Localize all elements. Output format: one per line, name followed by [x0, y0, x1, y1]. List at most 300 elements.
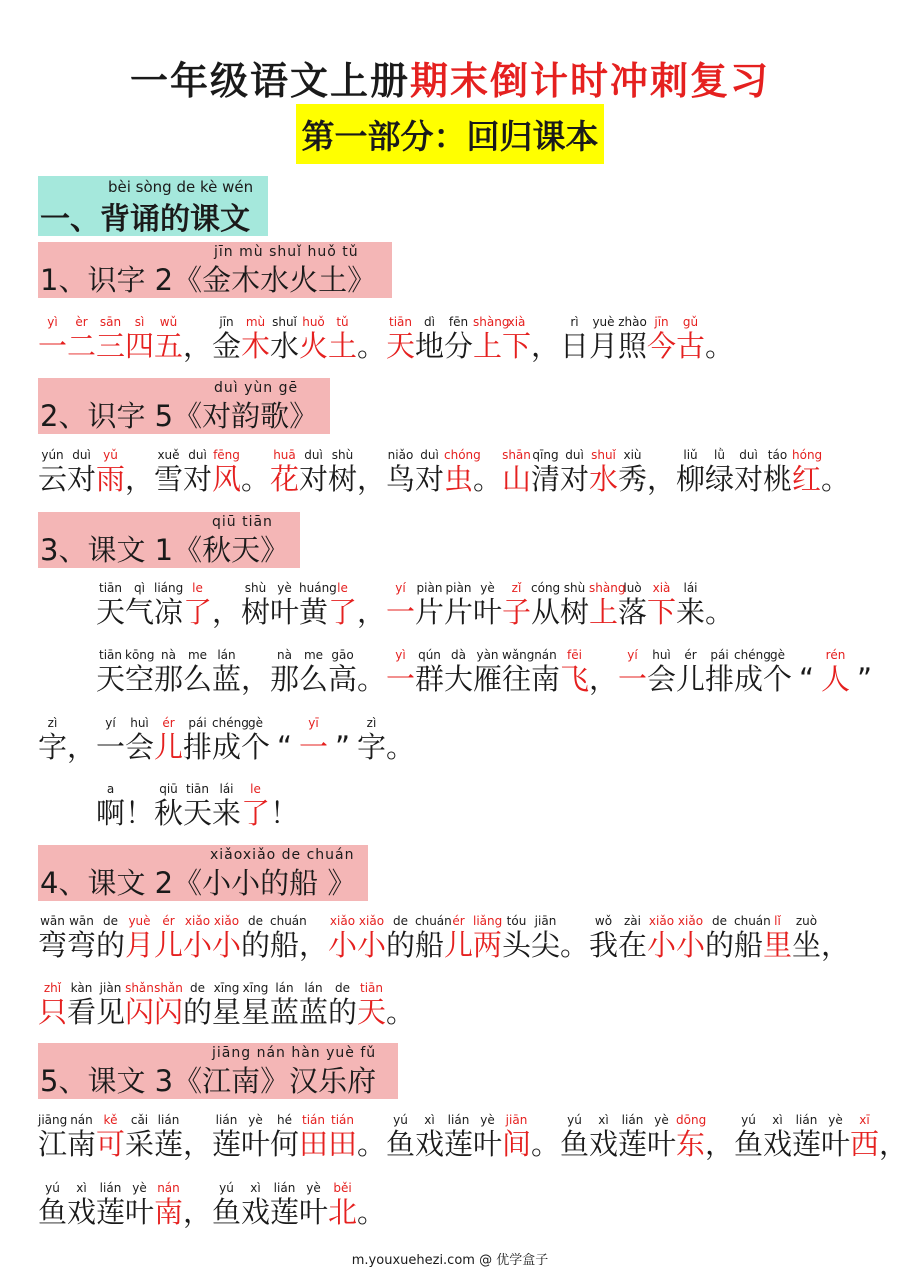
pinyin: huì [652, 648, 671, 662]
pinyin [647, 447, 676, 463]
hanzi-with-pinyin [299, 715, 328, 763]
pinyin: duì [420, 448, 439, 462]
hanzi-with-pinyin [473, 913, 502, 961]
hanzi: 坐 [792, 928, 822, 962]
hanzi: 的 [96, 928, 126, 962]
hanzi-with-pinyin [212, 447, 241, 495]
pinyin: jiāng [38, 1113, 68, 1127]
hanzi-with-pinyin [328, 1112, 357, 1160]
hanzi-with-pinyin [212, 314, 241, 362]
pinyin: tiān [186, 782, 209, 796]
hanzi-with-pinyin [299, 647, 328, 695]
punctuation [821, 913, 850, 961]
pinyin: le [337, 581, 348, 595]
hanzi: 个 [241, 730, 271, 764]
pinyin: wān [40, 914, 65, 928]
hanzi: 风 [212, 462, 242, 496]
pinyin: yún [41, 448, 64, 462]
pinyin: pái [710, 648, 729, 662]
hanzi: 尖 [531, 928, 561, 962]
hanzi: 船 [415, 928, 445, 962]
pinyin: nà [161, 648, 176, 662]
pinyin [241, 447, 270, 463]
pinyin: yí [105, 716, 116, 730]
text-line [38, 980, 415, 1028]
pinyin: lán [217, 648, 236, 662]
pinyin: xì [76, 1181, 87, 1195]
hanzi-with-pinyin [676, 1112, 705, 1160]
hanzi: 叶 [241, 1127, 271, 1161]
pinyin: lián [273, 1181, 296, 1195]
pinyin: yú [45, 1181, 60, 1195]
section-heading [38, 176, 268, 236]
hanzi: 戏 [763, 1127, 793, 1161]
hanzi-with-pinyin [821, 647, 850, 695]
hanzi-with-pinyin [328, 913, 357, 961]
pinyin: zhào [618, 315, 647, 329]
hanzi-with-pinyin [125, 715, 154, 763]
pinyin: shǎn [125, 981, 154, 995]
hanzi-with-pinyin [676, 314, 705, 362]
hanzi-with-pinyin [618, 647, 647, 695]
hanzi-with-pinyin [125, 1112, 154, 1160]
pinyin [125, 447, 154, 463]
hanzi: 小 [676, 928, 706, 962]
pinyin: zǐ [511, 581, 522, 595]
hanzi: ， [705, 1127, 735, 1161]
hanzi: ” [856, 662, 873, 696]
hanzi: 一 [299, 730, 329, 764]
hanzi-with-pinyin [241, 781, 270, 829]
pinyin: kàn [70, 981, 93, 995]
hanzi: ， [357, 462, 387, 496]
pinyin: rì [570, 315, 579, 329]
pinyin: duì [188, 448, 207, 462]
hanzi: 往 [502, 662, 532, 696]
hanzi: ， [531, 329, 561, 363]
hanzi-with-pinyin [96, 913, 125, 961]
hanzi-with-pinyin [241, 715, 270, 763]
hanzi-with-pinyin [38, 1180, 67, 1228]
hanzi-with-pinyin [763, 1112, 792, 1160]
hanzi: 鱼 [560, 1127, 590, 1161]
hanzi-with-pinyin [386, 913, 415, 961]
pinyin: duì [72, 448, 91, 462]
hanzi-with-pinyin [444, 314, 473, 362]
hanzi: ！ [125, 796, 155, 830]
hanzi: 黄 [299, 595, 329, 629]
hanzi-with-pinyin [502, 647, 535, 696]
hanzi: 下 [502, 329, 532, 363]
hanzi: 弯 [38, 928, 68, 962]
hanzi-with-pinyin [502, 447, 531, 495]
pinyin: nán [70, 1113, 93, 1127]
hanzi-with-pinyin [96, 647, 125, 695]
hanzi: 。 [241, 462, 271, 496]
hanzi: 高 [328, 662, 358, 696]
hanzi-with-pinyin [734, 913, 771, 962]
hanzi-with-pinyin [299, 580, 337, 629]
hanzi: 会 [647, 662, 677, 696]
hanzi-with-pinyin [850, 1112, 879, 1160]
pinyin [705, 580, 734, 596]
pinyin: yàn [476, 648, 499, 662]
pinyin: lián [447, 1113, 470, 1127]
lesson-heading-1 [38, 242, 392, 298]
lesson-heading-title: 2、识字 5《对韵歌》 [40, 399, 319, 433]
lesson-heading-pinyin: duì yùn gē [214, 380, 299, 396]
hanzi: 鱼 [212, 1195, 242, 1229]
punctuation [821, 447, 850, 495]
pinyin: ér [162, 914, 175, 928]
hanzi: 叶 [299, 1195, 329, 1229]
pinyin: lán [275, 981, 294, 995]
pinyin: piàn [416, 581, 443, 595]
pinyin: duì [565, 448, 584, 462]
hanzi-with-pinyin [328, 314, 357, 362]
punctuation [850, 647, 879, 695]
pinyin: gè [770, 648, 785, 662]
pinyin: xiǎo [184, 914, 211, 928]
hanzi: 红 [792, 462, 822, 496]
pinyin: yè [480, 581, 495, 595]
punctuation [473, 447, 502, 495]
hanzi-with-pinyin [270, 447, 299, 495]
hanzi: 月 [125, 928, 155, 962]
hanzi-with-pinyin [96, 314, 125, 362]
hanzi-with-pinyin [386, 580, 415, 628]
pinyin [183, 1180, 212, 1196]
pinyin: de [335, 981, 350, 995]
pinyin: shān [502, 448, 531, 462]
hanzi-with-pinyin [212, 1112, 241, 1160]
pinyin: nà [277, 648, 292, 662]
hanzi: ， [212, 595, 242, 629]
hanzi: 的 [328, 995, 358, 1029]
hanzi: 小 [647, 928, 677, 962]
hanzi-with-pinyin [705, 647, 734, 695]
hanzi: 蓝 [212, 662, 242, 696]
hanzi: 落 [618, 595, 648, 629]
pinyin: xuě [157, 448, 180, 462]
hanzi-with-pinyin [560, 314, 589, 362]
pinyin: qì [134, 581, 145, 595]
hanzi: 对 [415, 462, 445, 496]
pinyin: de [103, 914, 118, 928]
punctuation [357, 580, 386, 628]
pinyin [821, 447, 850, 463]
hanzi: 南 [154, 1195, 184, 1229]
pinyin [560, 913, 589, 929]
punctuation [357, 447, 386, 495]
hanzi: 树 [560, 595, 590, 629]
punctuation [531, 1112, 560, 1160]
hanzi: 成 [734, 662, 764, 696]
hanzi: 一 [96, 730, 126, 764]
pinyin [357, 314, 386, 330]
hanzi: 凉 [154, 595, 184, 629]
pinyin: piàn [445, 581, 472, 595]
hanzi-with-pinyin [38, 1112, 67, 1160]
hanzi: 那 [154, 662, 184, 696]
pinyin: jīn [219, 315, 234, 329]
pinyin: huā [273, 448, 296, 462]
hanzi: 月 [589, 329, 619, 363]
hanzi-with-pinyin [415, 314, 444, 362]
hanzi-with-pinyin [444, 913, 473, 961]
pinyin: pái [188, 716, 207, 730]
hanzi: 会 [125, 730, 155, 764]
hanzi: ！ [270, 796, 300, 830]
hanzi: 采 [125, 1127, 155, 1161]
pinyin: xiǎo [213, 914, 240, 928]
pinyin: shù [244, 581, 267, 595]
hanzi: 闪 [154, 995, 184, 1029]
hanzi: 。 [705, 595, 735, 629]
hanzi: 上 [589, 595, 619, 629]
hanzi-with-pinyin [328, 980, 357, 1028]
pinyin [328, 715, 357, 731]
hanzi-with-pinyin [473, 314, 510, 363]
footer-watermark: m.youxuehezi.com @ 优学盒子 [351, 1253, 549, 1268]
punctuation [705, 580, 734, 628]
hanzi-with-pinyin [125, 580, 154, 628]
punctuation [647, 447, 676, 495]
hanzi: 雪 [154, 462, 184, 496]
section-pinyin: bèi sòng de kè wén [108, 178, 254, 196]
hanzi-with-pinyin [444, 447, 481, 496]
hanzi: 小 [183, 928, 213, 962]
pinyin: yú [219, 1181, 234, 1195]
pinyin: yè [306, 1181, 321, 1195]
hanzi: 戏 [67, 1195, 97, 1229]
pinyin: sān [99, 315, 122, 329]
hanzi: 莲 [444, 1127, 474, 1161]
pinyin: jiān [505, 1113, 528, 1127]
hanzi: 片 [415, 595, 445, 629]
hanzi: 小 [212, 928, 242, 962]
hanzi: 莲 [212, 1127, 242, 1161]
pinyin [879, 1112, 908, 1128]
hanzi: 古 [676, 329, 706, 363]
hanzi: 花 [270, 462, 300, 496]
pinyin: zuò [795, 914, 818, 928]
pinyin: chuán [415, 914, 452, 928]
hanzi: 天 [386, 329, 416, 363]
hanzi-with-pinyin [183, 913, 212, 961]
pinyin: lián [621, 1113, 644, 1127]
hanzi: 叶 [125, 1195, 155, 1229]
hanzi: 戏 [241, 1195, 271, 1229]
hanzi: 柳 [676, 462, 706, 496]
hanzi-with-pinyin [705, 913, 734, 961]
hanzi-with-pinyin [183, 647, 212, 695]
pinyin: xiǎo [329, 914, 356, 928]
hanzi-with-pinyin [67, 447, 96, 495]
pinyin [357, 1112, 386, 1128]
hanzi: 东 [676, 1127, 706, 1161]
pinyin [386, 715, 415, 731]
hanzi: 对 [299, 462, 329, 496]
hanzi-with-pinyin [67, 1180, 96, 1228]
pinyin [705, 314, 734, 330]
lesson-heading-pinyin: jīn mù shuǐ huǒ tǔ [214, 244, 359, 260]
pinyin: lián [99, 1181, 122, 1195]
pinyin: rén [825, 648, 846, 662]
hanzi: 木 [241, 329, 271, 363]
hanzi-with-pinyin [96, 447, 125, 495]
pinyin: cóng [531, 581, 561, 595]
hanzi: 。 [386, 995, 416, 1029]
hanzi-with-pinyin [67, 913, 96, 961]
hanzi: 我 [589, 928, 619, 962]
hanzi-with-pinyin [502, 1112, 531, 1160]
hanzi-with-pinyin [531, 447, 560, 495]
pinyin: dà [451, 648, 466, 662]
pinyin: yì [47, 315, 58, 329]
lesson-heading-pinyin: qiū tiān [212, 514, 273, 530]
lesson-heading-title: 3、课文 1《秋天》 [40, 533, 290, 567]
punctuation [125, 447, 154, 495]
hanzi: 对 [67, 462, 97, 496]
hanzi-with-pinyin [96, 781, 125, 829]
pinyin: yè [480, 1113, 495, 1127]
hanzi: 金 [212, 329, 242, 363]
hanzi-with-pinyin [444, 1112, 473, 1160]
hanzi: 南 [67, 1127, 97, 1161]
hanzi-with-pinyin [67, 980, 96, 1028]
hanzi: 弯 [67, 928, 97, 962]
pinyin: duì [304, 448, 323, 462]
pinyin: shù [331, 448, 354, 462]
pinyin: yī [308, 716, 319, 730]
hanzi: 气 [125, 595, 155, 629]
lesson-heading-3 [38, 512, 300, 568]
pinyin: dì [424, 315, 435, 329]
pinyin: lán [304, 981, 323, 995]
hanzi: 江 [38, 1127, 68, 1161]
pinyin [241, 647, 270, 663]
pinyin: de [393, 914, 408, 928]
hanzi-with-pinyin [734, 1112, 763, 1160]
pinyin: a [106, 782, 115, 796]
pinyin: hóng [792, 448, 823, 462]
pinyin: shàng [473, 315, 510, 329]
hanzi: 。 [821, 462, 851, 496]
pinyin: nán [157, 1181, 180, 1195]
hanzi-with-pinyin [38, 980, 67, 1028]
pinyin [357, 647, 386, 663]
hanzi-with-pinyin [299, 447, 328, 495]
hanzi: 西 [850, 1127, 880, 1161]
hanzi: 莲 [618, 1127, 648, 1161]
page-title [0, 50, 900, 105]
hanzi: 只 [38, 995, 68, 1029]
hanzi: 闪 [125, 995, 155, 1029]
pinyin [183, 1112, 212, 1128]
hanzi: 群 [415, 662, 445, 696]
pinyin: liáng [154, 581, 184, 595]
hanzi: 大 [444, 662, 474, 696]
hanzi: 儿 [154, 928, 184, 962]
pinyin: gāo [331, 648, 354, 662]
hanzi: 山 [502, 462, 532, 496]
pinyin: yè [277, 581, 292, 595]
pinyin [183, 314, 212, 330]
pinyin: chóng [444, 448, 481, 462]
hanzi-with-pinyin [386, 647, 415, 695]
hanzi: 可 [96, 1127, 126, 1161]
hanzi: 字 [357, 730, 387, 764]
hanzi: 地 [415, 329, 445, 363]
hanzi: 田 [299, 1127, 329, 1161]
hanzi: 从 [531, 595, 561, 629]
pinyin: xì [250, 1181, 261, 1195]
pinyin: dōng [676, 1113, 707, 1127]
punctuation [357, 647, 386, 695]
hanzi-with-pinyin [763, 913, 792, 961]
hanzi-with-pinyin [38, 913, 67, 961]
hanzi: 叶 [473, 1127, 503, 1161]
pinyin: xīng [242, 981, 269, 995]
hanzi-with-pinyin [589, 447, 618, 495]
pinyin: jiān [534, 914, 557, 928]
hanzi: ， [357, 595, 387, 629]
pinyin: yè [654, 1113, 669, 1127]
hanzi: 。 [705, 329, 735, 363]
pinyin: zài [624, 914, 641, 928]
hanzi: 来 [212, 796, 242, 830]
hanzi: 子 [502, 595, 532, 629]
hanzi-with-pinyin [647, 913, 676, 961]
lesson-heading-5 [38, 1043, 398, 1099]
hanzi-with-pinyin [357, 715, 386, 763]
hanzi-with-pinyin [589, 580, 626, 629]
hanzi-with-pinyin [125, 1180, 154, 1228]
pinyin: tián [331, 1113, 354, 1127]
lesson-heading-4 [38, 845, 368, 901]
hanzi: 天 [357, 995, 387, 1029]
hanzi-with-pinyin [270, 647, 299, 695]
pinyin: xì [424, 1113, 435, 1127]
hanzi-with-pinyin [241, 913, 270, 961]
text-line [96, 647, 879, 695]
hanzi: 排 [183, 730, 213, 764]
pinyin: xī [859, 1113, 870, 1127]
pinyin: me [187, 648, 208, 662]
hanzi-with-pinyin [589, 314, 618, 362]
hanzi: 四 [125, 329, 155, 363]
hanzi-with-pinyin [299, 314, 328, 362]
pinyin: zì [366, 716, 377, 730]
hanzi-with-pinyin [473, 1112, 502, 1160]
hanzi-with-pinyin [38, 314, 67, 362]
lesson-heading-title: 1、识字 2《金木水火土》 [40, 263, 377, 297]
hanzi: 星 [241, 995, 271, 1029]
hanzi: 儿 [676, 662, 706, 696]
hanzi: 下 [647, 595, 677, 629]
hanzi-with-pinyin [270, 1112, 299, 1160]
hanzi: 的 [183, 995, 213, 1029]
hanzi: 了 [328, 595, 358, 629]
hanzi-with-pinyin [38, 447, 67, 495]
hanzi-with-pinyin [125, 314, 154, 362]
hanzi: 儿 [444, 928, 474, 962]
hanzi: 片 [444, 595, 474, 629]
pinyin: lǐ [774, 914, 781, 928]
hanzi: 叶 [821, 1127, 851, 1161]
hanzi-with-pinyin [241, 580, 270, 628]
